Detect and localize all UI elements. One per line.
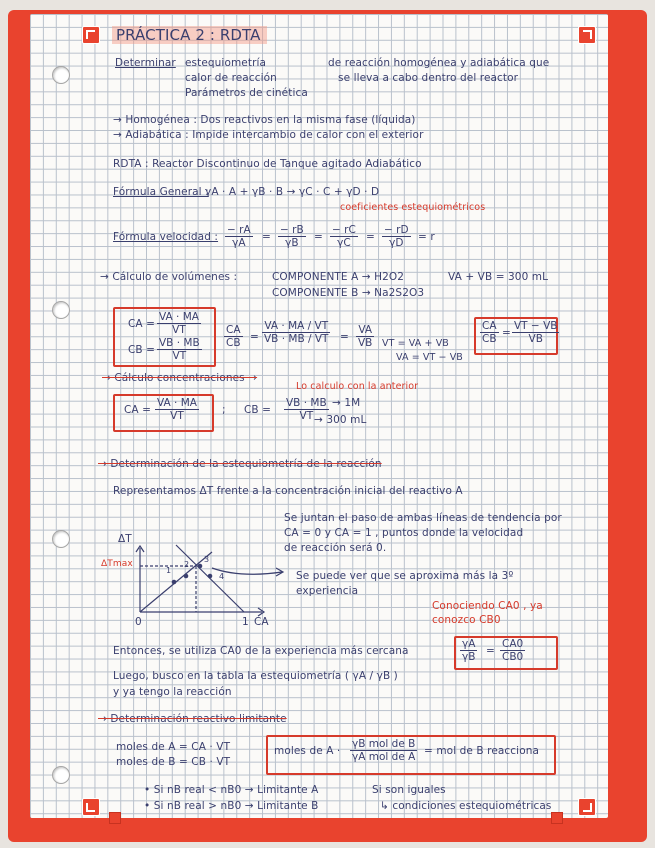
result-ratio: $\frac{CA}{CB}$	[482, 320, 497, 345]
result-expression: $\frac{VT - VB}{VB}$	[514, 320, 558, 345]
conclusion-line2: Luego, busco en la tabla la estequiometría ( γA / γB )	[113, 670, 398, 682]
graph-point-label: 3	[204, 555, 210, 564]
note2: Se puede ver que se aproxima más la 3º	[296, 570, 514, 582]
moles-a: moles de A = CA · VT	[116, 741, 231, 753]
mb-value: → 1M	[332, 397, 361, 409]
condition-equal: Si son iguales	[372, 784, 446, 796]
cb-fraction: $\frac{VB \cdot MB}{VT}$	[286, 397, 327, 422]
note2: experiencia	[296, 585, 359, 597]
c0-ratio: $\frac{CA0}{CB0}$	[502, 638, 524, 663]
graph-ymax-label: ΔTmax	[101, 559, 133, 569]
rate-fraction: $\frac{- rA}{\gamma A}$	[227, 224, 251, 249]
vt-relation: VT = VA + VB	[382, 338, 449, 349]
limitante-label: → Determinación reactivo limitante	[98, 713, 287, 725]
graph-y-label: ΔT	[118, 533, 132, 545]
box-lhs: moles de A ·	[274, 745, 341, 757]
volumenes-label: → Cálculo de volúmenes :	[100, 271, 238, 283]
estequiometria-intro: Representamos ΔT frente a la concentración inicial del reactivo A	[113, 485, 463, 497]
estequiometria-label: → Determinación de la estequiometría de la reacción	[98, 458, 382, 470]
ca-fraction: $\frac{VA \cdot MA}{VT}$	[159, 311, 199, 336]
page-title: PRÁCTICA 2 : RDTA	[112, 26, 267, 44]
calc-conc-note: Lo calculo con la anterior	[296, 381, 419, 392]
determinar-note: se lleva a cabo dentro del reactor	[338, 72, 519, 84]
separator: ;	[222, 404, 226, 416]
conclusion-line1: Entonces, se utiliza CA0 de la experiencia más cercana	[113, 645, 409, 657]
cb-fraction: $\frac{VB \cdot MB}{VT}$	[159, 337, 200, 362]
conclusion-line3: y ya tengo la reacción	[113, 686, 232, 698]
component-a: COMPONENTE A → H2O2	[272, 271, 405, 283]
moles-b: moles de B = CB · VT	[116, 756, 231, 768]
ca-fraction: $\frac{VA \cdot MA}{VT}$	[157, 397, 197, 422]
ca-label: CA =	[124, 404, 152, 416]
vt-value: → 300 mL	[314, 414, 367, 426]
total-volume: VA + VB = 300 mL	[448, 271, 549, 283]
equals-sign: =	[366, 231, 375, 243]
va-relation: VA = VT − VB	[396, 352, 463, 363]
rdta-definition: RDTA : Reactor Discontinuo de Tanque agitado Adiabático	[113, 158, 422, 170]
determinar-label: Determinar	[115, 57, 176, 69]
graph-x0: 0	[135, 616, 142, 628]
def-homogenea: → Homogénea : Dos reactivos en la misma fase (líquida)	[113, 114, 416, 126]
equals-sign: =	[314, 231, 323, 243]
note1: Se juntan el paso de ambas líneas de tendencia por	[284, 512, 562, 524]
graph-point-label: 4	[219, 572, 225, 581]
calc-conc-label: → Cálculo concentraciones →	[102, 372, 258, 384]
gamma-ratio: $\frac{\gamma A}{\gamma B}$	[462, 638, 476, 663]
determinar-note: de reacción homogénea y adiabática que	[328, 57, 550, 69]
expanded-ratio: $\frac{VA \cdot MA / VT}{VB \cdot MB / VT}$	[264, 320, 329, 345]
condition-b: • Si nB real > nB0 → Limitante B	[144, 800, 319, 812]
component-b: COMPONENTE B → Na2S2O3	[272, 287, 425, 299]
box-fraction: γB mol de B γA mol de A	[352, 738, 416, 763]
note1: de reacción será 0.	[284, 542, 387, 554]
rate-fraction: $\frac{- rB}{\gamma B}$	[280, 224, 304, 249]
graph-x-label: CA	[254, 616, 269, 628]
formula-general-eq: γA · A + γB · B → γC · C + γD · D	[205, 186, 380, 198]
rate-result: = r	[418, 231, 435, 243]
cb-label: CB =	[244, 404, 272, 416]
formula-general-note: coeficientes estequiométricos	[340, 202, 486, 213]
simplified-ratio: $\frac{VA}{VB}$	[358, 324, 373, 349]
graph-point-label: 2	[184, 560, 190, 569]
equals-sign: =	[262, 231, 271, 243]
graph-x1: 1	[242, 616, 249, 628]
note1: CA = 0 y CA = 1 , puntos donde la velocidad	[284, 527, 524, 539]
determinar-item: Parámetros de cinética	[185, 87, 308, 99]
rate-fraction: $\frac{- rC}{\gamma C}$	[332, 224, 356, 249]
formula-velocidad-label: Fórmula velocidad :	[113, 231, 219, 243]
def-adiabatica: → Adiabática : Impide intercambio de calor con el exterior	[113, 129, 424, 141]
formula-general-label: Fórmula General :	[113, 186, 209, 198]
cb-label: CB =	[128, 344, 156, 356]
box-rhs: = mol de B reacciona	[424, 745, 540, 757]
rate-fraction: $\frac{- rD}{\gamma D}$	[384, 224, 409, 249]
ratio-fraction: $\frac{CA}{CB}$	[226, 324, 241, 349]
determinar-item: estequiometría	[185, 57, 267, 69]
ca-label: CA =	[128, 318, 156, 330]
condition-stoich: ↳ condiciones estequiométricas	[380, 800, 552, 812]
graph-point-label: 1	[166, 566, 172, 575]
note3: conozco CB0	[432, 614, 501, 626]
condition-a: • Si nB real < nB0 → Limitante A	[144, 784, 319, 796]
note3: Conociendo CA0 , ya	[432, 600, 543, 612]
determinar-item: calor de reacción	[185, 72, 277, 84]
